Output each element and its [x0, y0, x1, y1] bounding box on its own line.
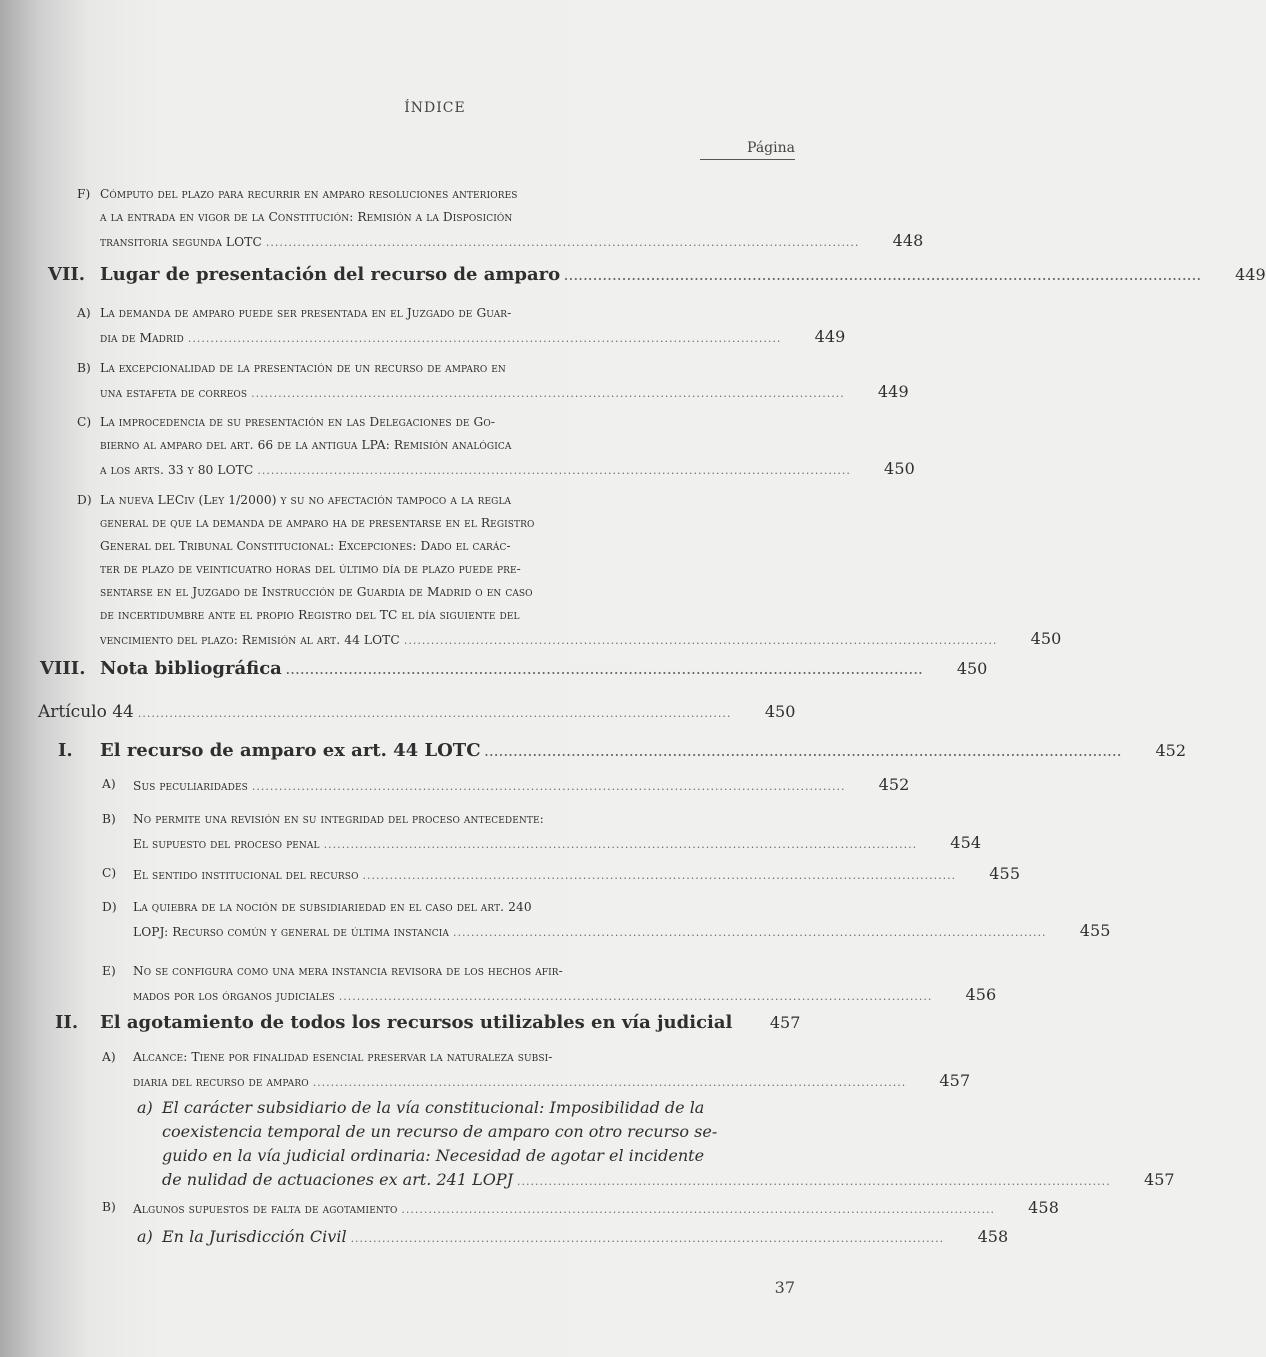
running-header: ÍNDICE	[404, 100, 466, 116]
page-number: 455	[989, 864, 1021, 883]
article-heading: Artículo 44	[38, 702, 134, 722]
page-number: 450	[1030, 629, 1062, 648]
entry-label: C)	[77, 415, 92, 429]
entry-text: transitoria segunda LOTC	[100, 235, 262, 249]
entry-text: El recurso de amparo ex art. 44 LOTC	[100, 740, 481, 761]
entry-text: bierno al amparo del art. 66 de la antigua LPA: Remisión analógica	[100, 438, 512, 452]
entry-text: sentarse en el Juzgado de Instrucción de Guardia de Madrid o en caso	[100, 585, 533, 599]
page-number: 452	[878, 775, 910, 794]
entry-text: El agotamiento de todos los recursos utilizables en vía judicial	[100, 1012, 733, 1033]
entry-label: A)	[102, 777, 116, 791]
entry-text: dia de Madrid	[100, 331, 184, 345]
page-column-heading: Página	[700, 140, 795, 160]
entry-label: VII.	[48, 264, 86, 285]
entry-text: El carácter subsidiario de la vía constitucional: Imposibilidad de la	[162, 1098, 705, 1117]
page-number: 450	[764, 702, 796, 721]
entry-text: diaria del recurso de amparo	[133, 1075, 309, 1089]
entry-text: de incertidumbre ante el propio Registro del TC el día siguiente del	[100, 608, 520, 622]
entry-label: II.	[55, 1012, 79, 1033]
page-number: 457	[769, 1013, 801, 1032]
page-number: 452	[1155, 741, 1187, 760]
page-number: 457	[939, 1071, 971, 1090]
entry-text: mados por los órganos judiciales	[133, 989, 335, 1003]
entry-text: La quiebra de la noción de subsidiariedad en el caso del art. 240	[133, 900, 532, 914]
entry-label: A)	[102, 1050, 116, 1064]
entry-text: coexistencia temporal de un recurso de amparo con otro recurso se-	[162, 1122, 718, 1141]
entry-text: Algunos supuestos de falta de agotamiento	[133, 1202, 398, 1216]
entry-label: E)	[102, 964, 116, 978]
page-number: 450	[956, 659, 988, 678]
page-number: 449	[1235, 265, 1266, 284]
entry-label: B)	[102, 812, 116, 826]
entry-label: a)	[137, 1227, 153, 1246]
entry-text: a los arts. 33 y 80 LOTC	[100, 463, 254, 477]
entry-text: LOPJ: Recurso común y general de última instancia	[133, 925, 449, 939]
page-number: 448	[892, 231, 924, 250]
page-number: 455	[1079, 921, 1111, 940]
page-number: 450	[884, 459, 915, 478]
entry-label: A)	[77, 306, 91, 320]
entry-text: La nueva LECiv (Ley 1/2000) y su no afectación tampoco a la regla	[100, 493, 512, 507]
entry-label: a)	[137, 1098, 153, 1117]
entry-text: una estafeta de correos	[100, 386, 248, 400]
entry-text: general de que la demanda de amparo ha de presentarse en el Registro	[100, 516, 535, 530]
page-number: 458	[1028, 1198, 1059, 1217]
entry-text: Lugar de presentación del recurso de amparo	[100, 264, 561, 285]
entry-label: I.	[58, 740, 73, 761]
page-number: 456	[965, 985, 997, 1004]
entry-text: Cómputo del plazo para recurrir en amparo resoluciones anteriores	[100, 187, 518, 201]
entry-text: La excepcionalidad de la presentación de un recurso de amparo en	[100, 361, 506, 375]
entry-label: B)	[102, 1200, 116, 1214]
entry-label: D)	[102, 900, 117, 914]
entry-text: a la entrada en vigor de la Constitución: Remisión a la Disposición	[100, 210, 513, 224]
entry-text: No permite una revisión en su integridad del proceso antecedente:	[133, 812, 544, 826]
entry-text: de nulidad de actuaciones ex art. 241 LOPJ	[162, 1170, 514, 1189]
entry-text: El supuesto del proceso penal	[133, 837, 320, 851]
entry-label: VIII.	[40, 658, 86, 679]
entry-text: guido en la vía judicial ordinaria: Necesidad de agotar el incidente	[162, 1146, 705, 1165]
entry-text: En la Jurisdicción Civil	[162, 1227, 347, 1246]
entry-text: vencimiento del plazo: Remisión al art. 44 LOTC	[100, 633, 400, 647]
page-number: 457	[1144, 1170, 1175, 1189]
page-number: 449	[814, 327, 846, 346]
entry-label: D)	[77, 493, 92, 507]
entry-label: C)	[102, 866, 117, 880]
entry-text: La demanda de amparo puede ser presentada en el Juzgado de Guar-	[100, 306, 512, 320]
page-number: 454	[950, 833, 982, 852]
entry-text: Nota bibliográfica	[100, 658, 282, 679]
entry-text: ter de plazo de veinticuatro horas del último día de plazo puede pre-	[100, 562, 521, 576]
folio-page-number: 37	[774, 1278, 795, 1297]
page-number: 449	[877, 382, 909, 401]
entry-text: La improcedencia de su presentación en las Delegaciones de Go-	[100, 415, 496, 429]
entry-text: Sus peculiaridades	[133, 779, 248, 793]
entry-label: B)	[77, 361, 91, 375]
entry-text: No se configura como una mera instancia revisora de los hechos afir-	[133, 964, 563, 978]
entry-label: F)	[77, 187, 91, 201]
page-number: 458	[977, 1227, 1009, 1246]
entry-text: El sentido institucional del recurso	[133, 868, 359, 882]
entry-text: Alcance: Tiene por finalidad esencial preservar la naturaleza subsi-	[133, 1050, 553, 1064]
entry-text: General del Tribunal Constitucional: Excepciones: Dado el carác-	[100, 539, 511, 553]
